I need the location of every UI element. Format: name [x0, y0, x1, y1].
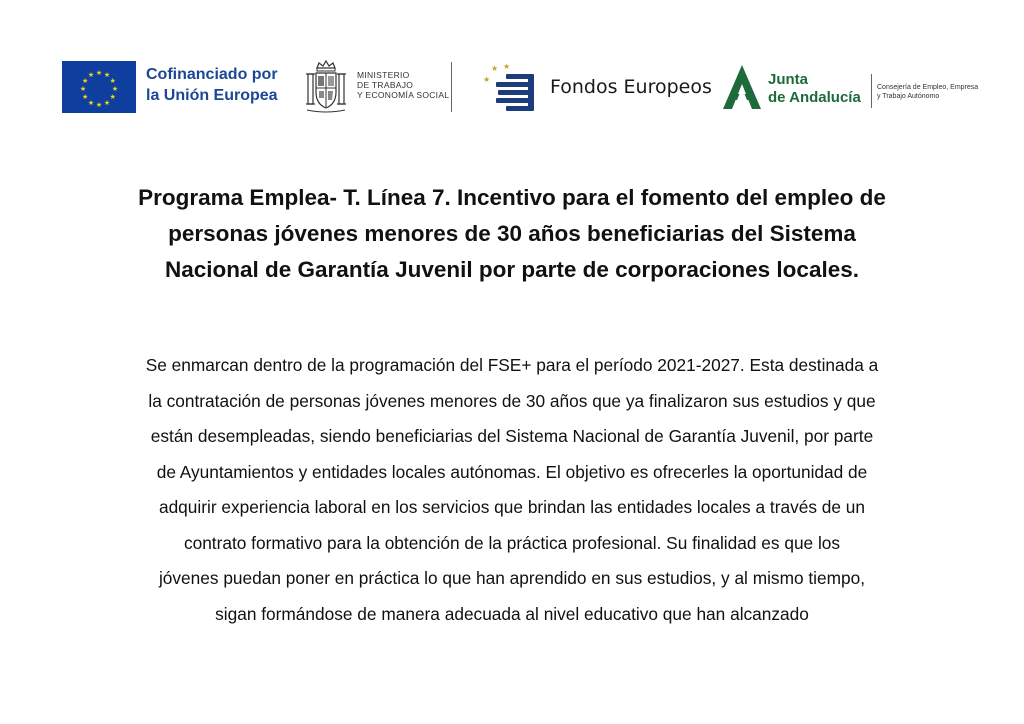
- body-line: de Ayuntamientos y entidades locales autónomas. El objetivo es ofrecerles la oportunidad de: [156, 461, 868, 482]
- eu-logo-line-2: la Unión Europea: [146, 87, 278, 104]
- svg-text:★: ★: [103, 71, 111, 80]
- junta-line-1: Junta: [768, 71, 809, 88]
- body-line: la contratación de personas jóvenes menores de 30 años que ya finalizaron sus estudios y que: [148, 390, 876, 411]
- eu-flag-icon: [62, 61, 136, 113]
- svg-text:★: ★: [79, 85, 87, 93]
- body-line: Se enmarcan dentro de la programación del FSE+ para el período 2021-2027. Esta destinada a: [145, 355, 879, 375]
- svg-text:★: ★: [111, 85, 119, 93]
- body-line: contrato formativo para la obtención de la práctica profesional. Su finalidad es que los: [183, 532, 841, 553]
- title-line: Nacional de Garantía Juvenil por parte de corporaciones locales.: [165, 257, 859, 282]
- fondos-europeos-label: Fondos Europeos: [550, 76, 712, 98]
- title-line: personas jóvenes menores de 30 años beneficiarias del Sistema: [168, 221, 856, 246]
- junta-andalucia-emblem-icon: [722, 64, 762, 110]
- svg-text:★: ★: [87, 71, 95, 80]
- svg-text:★: ★: [103, 98, 111, 107]
- fondos-europeos-emblem-icon: [482, 62, 544, 112]
- logo-bar: [0, 58, 1024, 118]
- fondos-europeos-logo: [482, 58, 712, 118]
- consejeria-line-2: y Trabajo Autónomo: [877, 93, 940, 100]
- eu-cofinancing-logo: [62, 58, 302, 118]
- svg-text:★: ★: [82, 93, 89, 101]
- body-line: sigan formándose de manera adecuada al nivel educativo que han alcanzado: [215, 603, 809, 624]
- svg-text:★: ★: [95, 101, 103, 109]
- svg-text:★: ★: [491, 64, 499, 73]
- ministerio-line-2: DE TRABAJO: [357, 80, 414, 90]
- document-body: [30, 348, 994, 632]
- ministerio-line-1: MINISTERIO: [357, 70, 410, 80]
- svg-text:★: ★: [87, 98, 95, 107]
- svg-text:★: ★: [95, 69, 103, 77]
- ministerio-text: [357, 70, 449, 100]
- title-line: Programa Emplea- T. Línea 7. Incentivo para el fomento del empleo de: [138, 185, 886, 210]
- body-line: jóvenes puedan poner en práctica lo que han aprendido en sus estudios, y al mismo tiempo,: [158, 568, 866, 588]
- eu-logo-line-1: Cofinanciado por: [146, 66, 278, 83]
- svg-text:★: ★: [109, 77, 116, 85]
- document-title: [40, 180, 984, 288]
- svg-text:★: ★: [503, 62, 511, 71]
- svg-text:★: ★: [109, 93, 116, 101]
- ministerio-line-3: Y ECONOMÍA SOCIAL: [357, 90, 450, 100]
- consejeria-text: [877, 83, 978, 101]
- junta-divider: [871, 74, 872, 108]
- body-line: adquirir experiencia laboral en los servicios que brindan las entidades locales a través de un: [158, 497, 866, 517]
- svg-text:★: ★: [483, 75, 491, 84]
- spain-coat-of-arms-icon: [305, 60, 347, 114]
- consejeria-line-1: Consejería de Empleo, Empresa: [877, 84, 979, 91]
- ministerio-divider: [451, 62, 452, 112]
- junta-line-2: de Andalucía: [768, 89, 861, 106]
- ministerio-logo: [305, 58, 465, 118]
- body-line: están desempleadas, siendo beneficiarias del Sistema Nacional de Garantía Juvenil, por parte: [150, 426, 874, 446]
- svg-text:★: ★: [82, 77, 89, 85]
- junta-andalucia-text: [768, 71, 861, 107]
- junta-andalucia-logo: [722, 58, 992, 118]
- eu-logo-text: [146, 64, 306, 106]
